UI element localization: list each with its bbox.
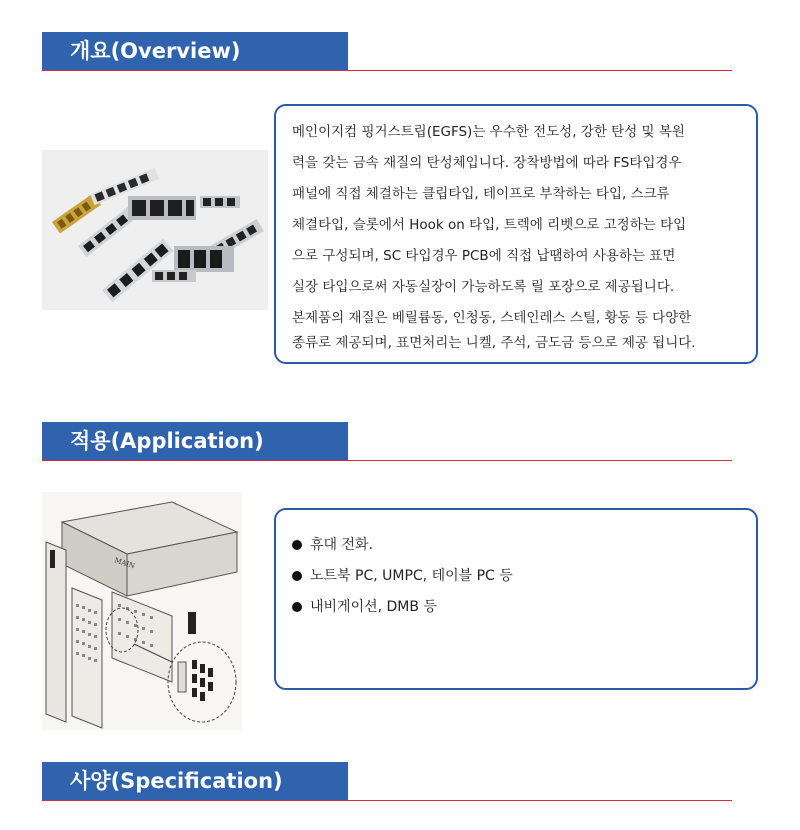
overview-line: 으로 구성되며, SC 타입경우 PCB에 직접 납땜하여 사용하는 표면 (292, 248, 676, 264)
overview-line: 력을 갖는 금속 재질의 탄성체입니다. 장착방법에 따라 FS타입경우 (292, 155, 682, 171)
section-title-application: 적용(Application) (42, 422, 348, 460)
list-item (292, 565, 513, 585)
section-title-specification: 사양(Specification) (42, 762, 348, 800)
overview-line: 본제품의 재질은 베릴륨동, 인청동, 스테인레스 스틸, 황동 등 다양한 (292, 310, 692, 326)
application-text-box (274, 508, 758, 690)
overview-text-box (274, 104, 758, 364)
finger-strip-photo (42, 150, 268, 310)
bullet-icon (292, 602, 302, 612)
list-item (292, 596, 437, 616)
bullet-icon (292, 571, 302, 581)
overview-line: 종류로 제공되며, 표면처리는 니켈, 주석, 금도금 등으로 제공 됩니다. (292, 335, 696, 351)
application-item: 내비게이션, DMB 등 (310, 599, 437, 615)
section-divider (42, 70, 732, 71)
list-item (292, 534, 373, 554)
application-item: 노트북 PC, UMPC, 테이블 PC 등 (310, 568, 513, 584)
product-photo (42, 150, 268, 310)
application-item: 휴대 전화. (310, 537, 373, 553)
overview-line: 실장 타입으로써 자동실장이 가능하도록 릴 포장으로 제공됩니다. (292, 279, 675, 295)
chassis-diagram (42, 492, 242, 730)
section-divider (42, 460, 732, 461)
section-divider (42, 800, 732, 801)
section-title-overview: 개요(Overview) (42, 32, 348, 70)
application-diagram (42, 492, 242, 730)
bullet-icon (292, 540, 302, 550)
main-label: MAIN (113, 556, 136, 571)
overview-line: 메인이지컴 핑거스트립(EGFS)는 우수한 전도성, 강한 탄성 및 복원 (292, 124, 685, 140)
overview-line: 패널에 직접 체결하는 클립타입, 테이프로 부착하는 타입, 스크류 (292, 186, 670, 202)
overview-line: 체결타입, 슬롯에서 Hook on 타입, 트렉에 리벳으로 고정하는 타입 (292, 217, 687, 233)
